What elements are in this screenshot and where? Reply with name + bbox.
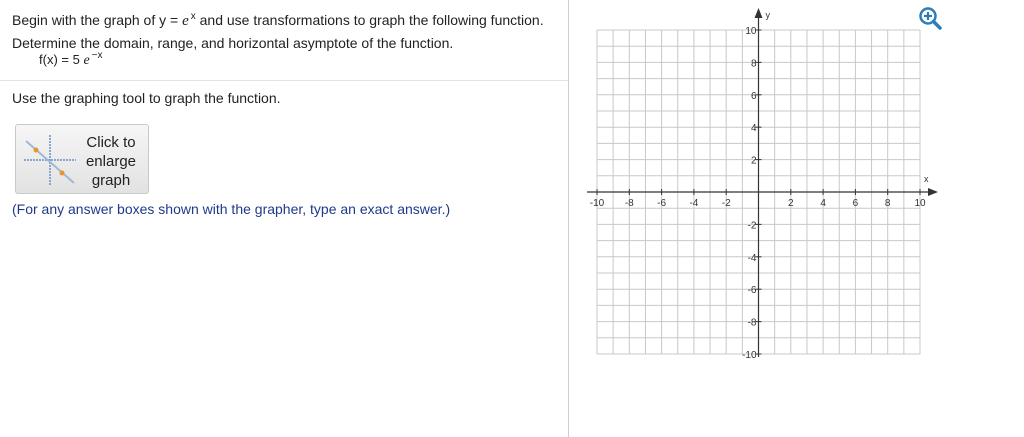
function-base: e xyxy=(83,53,90,68)
x-tick-label: -6 xyxy=(657,198,667,209)
y-tick-label: -2 xyxy=(747,220,757,232)
x-tick-label: 2 xyxy=(788,198,794,209)
y-tick-label: -8 xyxy=(747,317,757,329)
enlarge-label-line1: Click to xyxy=(86,134,136,151)
enlarge-label-line2: enlarge xyxy=(85,153,137,170)
panel-divider xyxy=(568,0,569,437)
x-tick-label: -8 xyxy=(624,198,634,209)
zoom-in-icon[interactable] xyxy=(918,6,942,30)
y-tick-label: -10 xyxy=(742,350,757,361)
enlarge-label-line3: graph xyxy=(91,172,131,189)
x-axis-label: x xyxy=(924,174,929,184)
separator xyxy=(0,80,568,81)
x-tick-label: 4 xyxy=(820,198,826,209)
y-tick-label: -6 xyxy=(747,285,757,297)
y-tick-label: 6 xyxy=(750,90,757,102)
y-tick-label: 2 xyxy=(750,155,757,167)
y-tick-label: 4 xyxy=(750,123,757,135)
y-tick-label: -4 xyxy=(747,252,757,264)
question-rest: and use transformations to graph the following function. Determine the domain, range, and horizontal asymptote of the function. xyxy=(12,12,544,51)
question-exponent: x xyxy=(190,11,196,22)
function-prefix: f(x) = 5 xyxy=(39,52,84,67)
x-axis-arrow xyxy=(928,188,938,196)
y-axis-label: y xyxy=(765,10,770,20)
x-tick-label: -10 xyxy=(589,198,605,209)
graphing-area[interactable] xyxy=(580,0,940,370)
answer-note: (For any answer boxes shown with the grapher, type an exact answer.) xyxy=(12,201,451,217)
x-tick-label: 10 xyxy=(914,198,926,209)
x-tick-label: 8 xyxy=(884,198,891,209)
y-tick-label: 10 xyxy=(745,26,757,37)
function-exponent: −x xyxy=(91,50,103,61)
function-expression xyxy=(39,52,103,69)
x-tick-label: -4 xyxy=(689,198,699,209)
question-base: e xyxy=(182,13,189,29)
enlarge-graph-button[interactable] xyxy=(15,124,149,194)
enlarge-button-label xyxy=(78,133,144,190)
y-axis-arrow xyxy=(755,8,763,18)
question-text xyxy=(12,10,552,53)
y-tick-label: 8 xyxy=(750,58,757,70)
x-tick-label: 6 xyxy=(852,198,859,209)
instruction-text: Use the graphing tool to graph the function. xyxy=(12,90,281,106)
x-tick-label: -2 xyxy=(721,198,731,209)
graph-thumbnail-icon xyxy=(24,133,76,187)
question-intro: Begin with the graph of y = xyxy=(12,12,183,28)
